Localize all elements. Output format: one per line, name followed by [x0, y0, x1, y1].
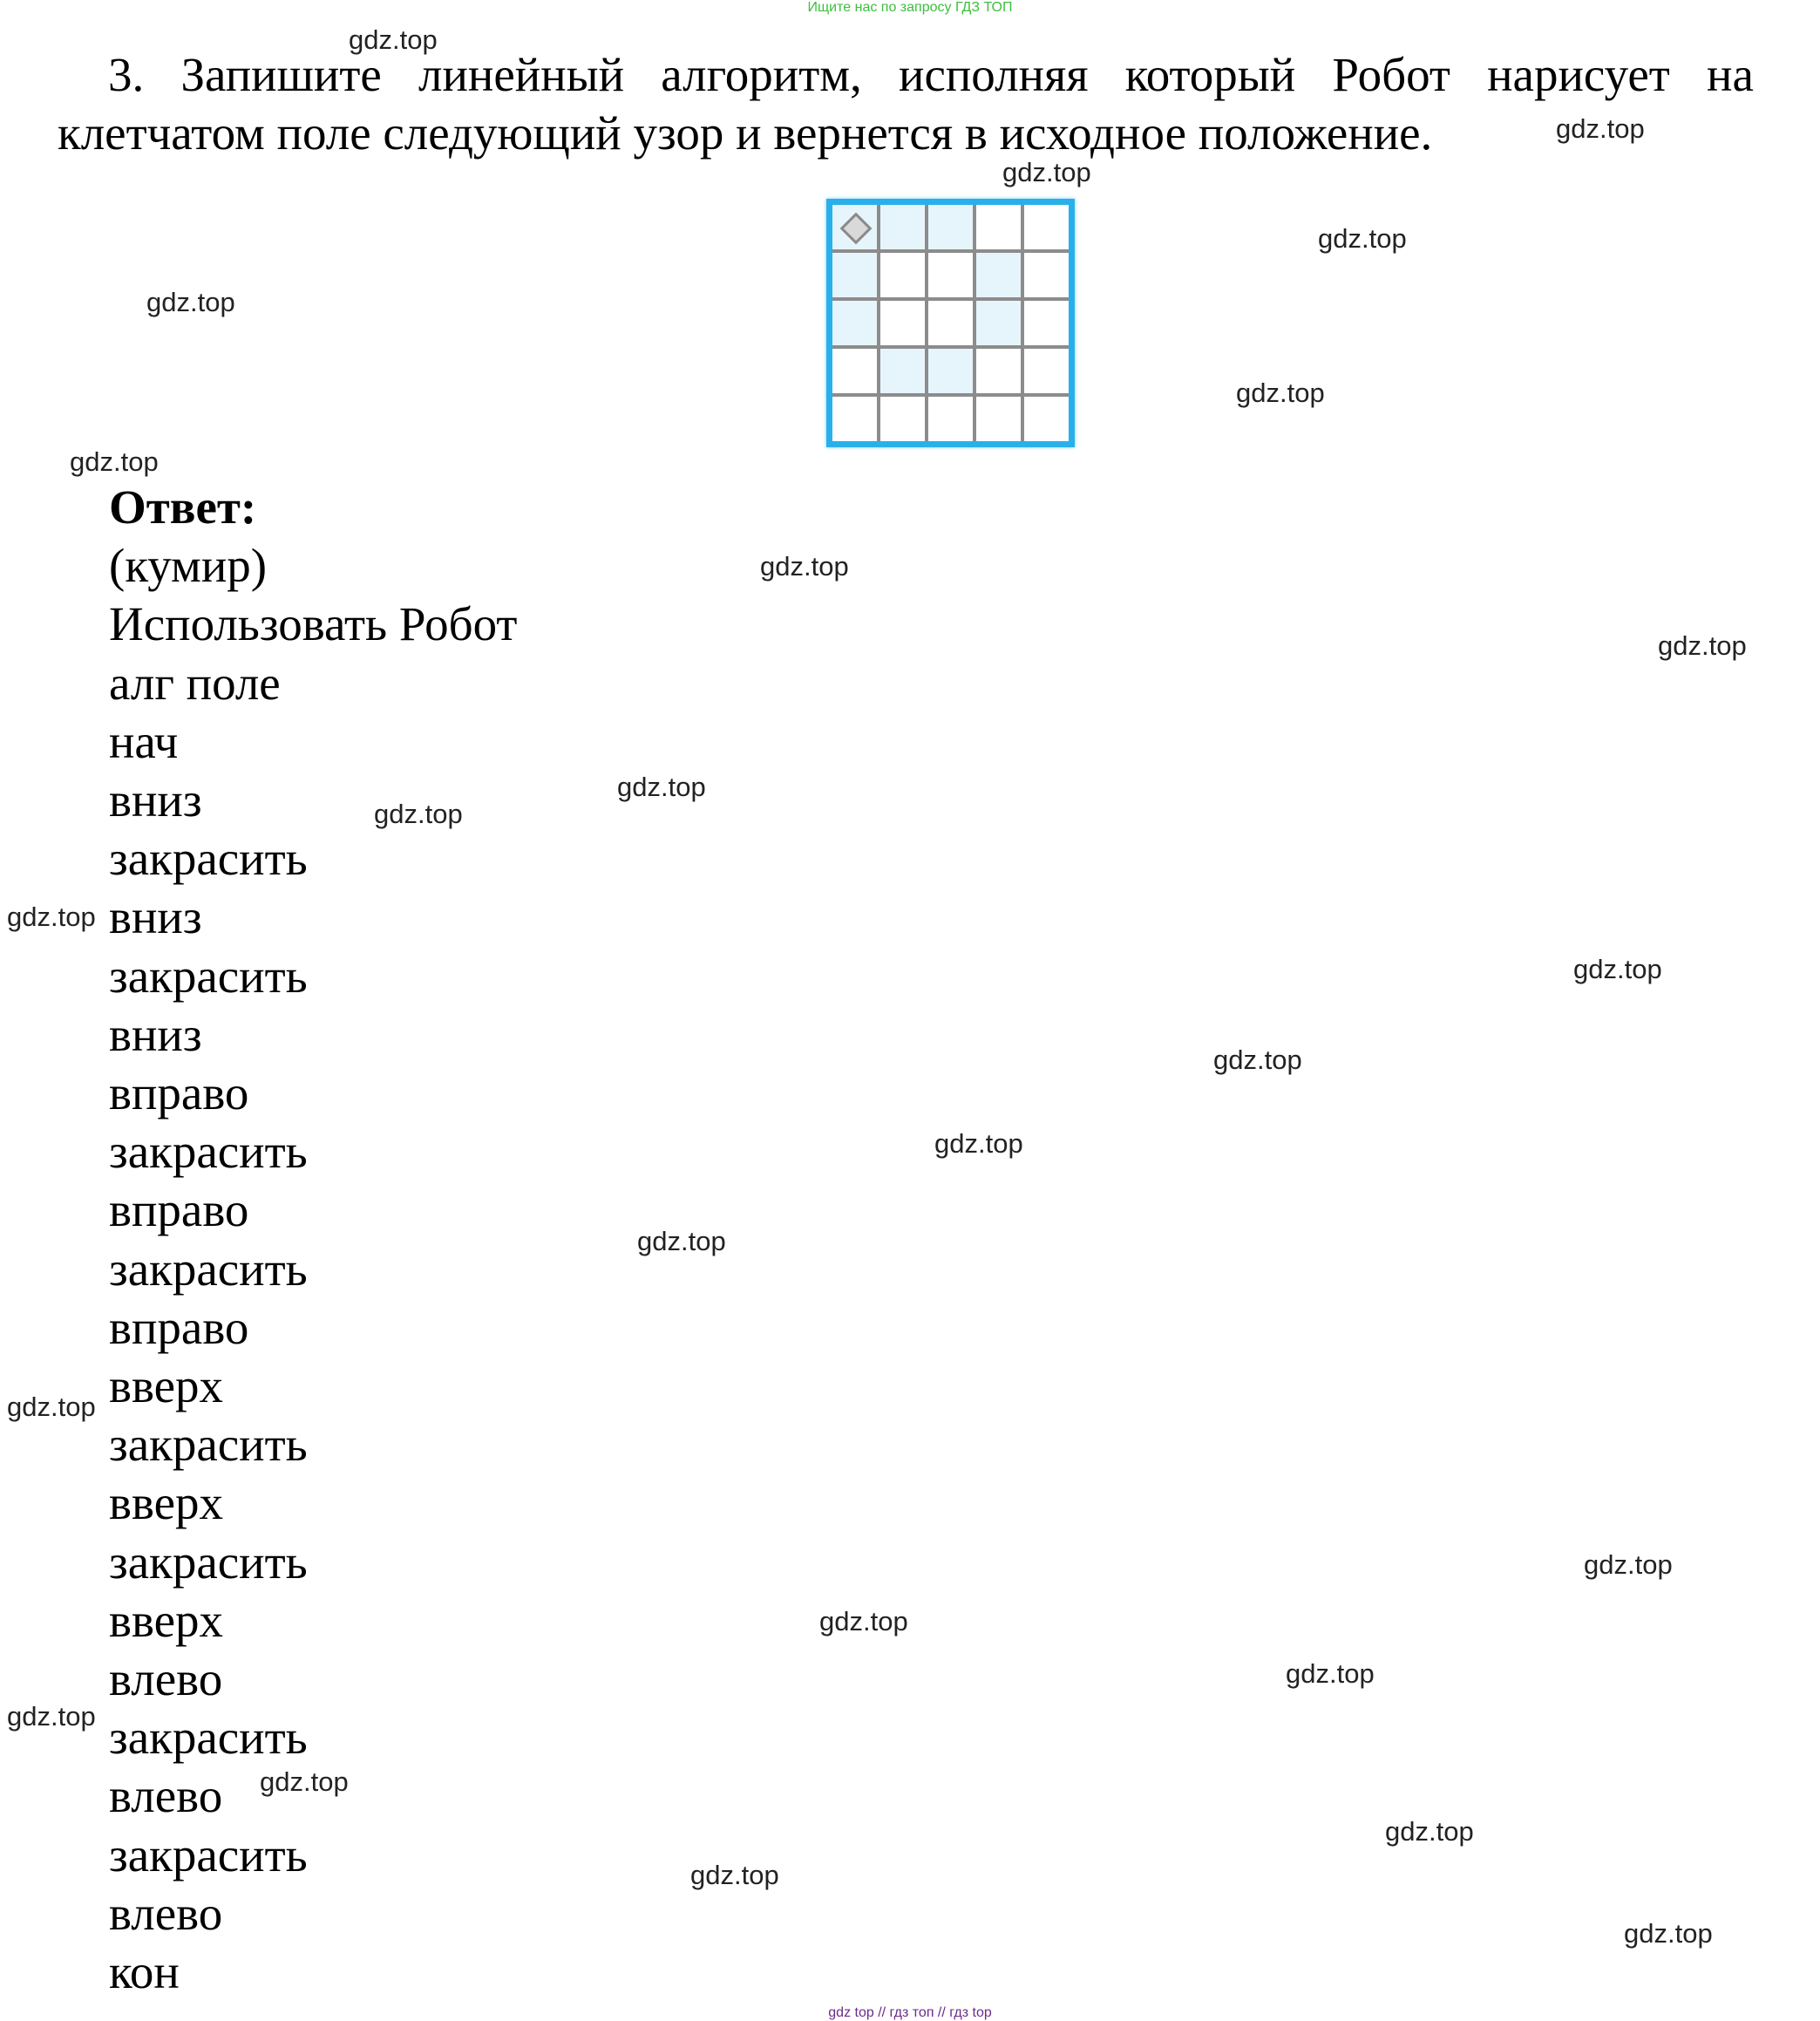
- task-line-2: клетчатом поле следующий узор и вернется в исходное положение.: [58, 106, 1433, 160]
- grid-cell: [976, 205, 1021, 249]
- watermark-text: gdz.top: [1584, 1549, 1673, 1580]
- code-line: вниз: [109, 773, 202, 827]
- code-line: закрасить: [109, 832, 308, 886]
- grid-cell: [880, 301, 925, 345]
- task-word: нарисует: [1487, 48, 1670, 101]
- watermark-text: gdz.top: [1002, 157, 1091, 187]
- grid-cell: [1024, 349, 1069, 393]
- code-line: вверх: [109, 1476, 224, 1530]
- code-line: влево: [109, 1652, 223, 1706]
- watermark-text: gdz.top: [1573, 954, 1662, 984]
- watermark-text: gdz.top: [349, 24, 438, 55]
- watermark-text: gdz.top: [7, 902, 96, 932]
- task-word: алгоритм,: [661, 48, 862, 101]
- watermark-text: gdz.top: [617, 772, 706, 802]
- watermark-text: gdz.top: [1658, 630, 1747, 661]
- code-line: закрасить: [109, 1534, 308, 1589]
- task-line-1: [58, 45, 1754, 104]
- code-line: вниз: [109, 890, 202, 944]
- watermark-text: gdz.top: [7, 1701, 96, 1732]
- grid-cell: [1024, 397, 1069, 441]
- task-word: Робот: [1332, 48, 1450, 101]
- watermark-text: gdz.top: [819, 1606, 908, 1637]
- grid-cell-filled: [832, 301, 877, 345]
- pattern-grid: [826, 199, 1075, 447]
- watermark-text: gdz.top: [760, 551, 849, 582]
- code-line: влево: [109, 1769, 223, 1823]
- watermark-text: gdz.top: [934, 1128, 1023, 1159]
- code-line: вниз: [109, 1007, 202, 1061]
- code-line: влево: [109, 1886, 223, 1940]
- grid-cell: [976, 349, 1021, 393]
- answer-title: Ответ:: [109, 480, 257, 534]
- task-statement: [58, 45, 1754, 162]
- code-line: кон: [109, 1945, 180, 1999]
- watermark-text: gdz.top: [1318, 223, 1407, 254]
- grid-cell: [1024, 301, 1069, 345]
- watermark-text: gdz.top: [7, 1392, 96, 1422]
- watermark-text: gdz.top: [1236, 378, 1325, 408]
- code-line: вправо: [109, 1066, 249, 1120]
- watermark-text: gdz.top: [146, 287, 235, 317]
- code-line: Использовать Робот: [109, 597, 518, 651]
- code-line: вверх: [109, 1593, 224, 1647]
- code-line: закрасить: [109, 949, 308, 1003]
- task-number: 3.: [108, 48, 145, 101]
- code-line: вправо: [109, 1183, 249, 1237]
- grid-cell: [832, 397, 877, 441]
- watermark-text: gdz.top: [690, 1860, 779, 1890]
- grid-cell: [928, 253, 973, 297]
- grid-cell-filled: [976, 253, 1021, 297]
- code-line: нач: [109, 714, 179, 768]
- task-word: исполняя: [899, 48, 1089, 101]
- grid-cell-filled: [880, 205, 925, 249]
- bottom-banner: gdz top // гдз топ // гдз top: [828, 2005, 992, 2020]
- robot-icon: [840, 213, 873, 245]
- top-banner: Ищите нас по запросу ГДЗ ТОП: [807, 0, 1013, 15]
- watermark-text: gdz.top: [1556, 113, 1645, 144]
- grid-cell: [928, 397, 973, 441]
- watermark-text: gdz.top: [1213, 1045, 1302, 1075]
- grid-cell-filled: [928, 349, 973, 393]
- grid-cell: [976, 397, 1021, 441]
- grid-cell-filled: [880, 349, 925, 393]
- watermark-text: gdz.top: [1385, 1816, 1474, 1847]
- grid-cell-filled: [832, 253, 877, 297]
- task-word: линейный: [418, 48, 625, 101]
- grid-cell: [1024, 253, 1069, 297]
- watermark-text: gdz.top: [374, 799, 463, 829]
- code-line: вправо: [109, 1300, 249, 1354]
- code-line: закрасить: [109, 1711, 308, 1765]
- task-word: на: [1707, 48, 1754, 101]
- code-line: закрасить: [109, 1418, 308, 1472]
- code-line: закрасить: [109, 1125, 308, 1179]
- grid-cell: [928, 301, 973, 345]
- watermark-text: gdz.top: [1286, 1658, 1375, 1689]
- task-word: который: [1124, 48, 1296, 101]
- code-line: алг поле: [109, 656, 281, 710]
- grid-cell: [880, 397, 925, 441]
- watermark-text: gdz.top: [260, 1766, 349, 1797]
- grid-cell: [832, 349, 877, 393]
- watermark-text: gdz.top: [637, 1226, 726, 1256]
- pattern-grid-figure: [826, 199, 1075, 447]
- grid-cell: [1024, 205, 1069, 249]
- code-line: вверх: [109, 1359, 224, 1413]
- grid-cell-filled: [976, 301, 1021, 345]
- grid-cell-filled: [832, 205, 877, 249]
- grid-cell-filled: [928, 205, 973, 249]
- grid-cell: [880, 253, 925, 297]
- code-line: закрасить: [109, 1242, 308, 1296]
- task-word: Запишите: [180, 48, 382, 101]
- watermark-text: gdz.top: [1624, 1918, 1713, 1949]
- code-line: (кумир): [109, 539, 268, 593]
- code-line: закрасить: [109, 1827, 308, 1882]
- watermark-text: gdz.top: [70, 446, 159, 477]
